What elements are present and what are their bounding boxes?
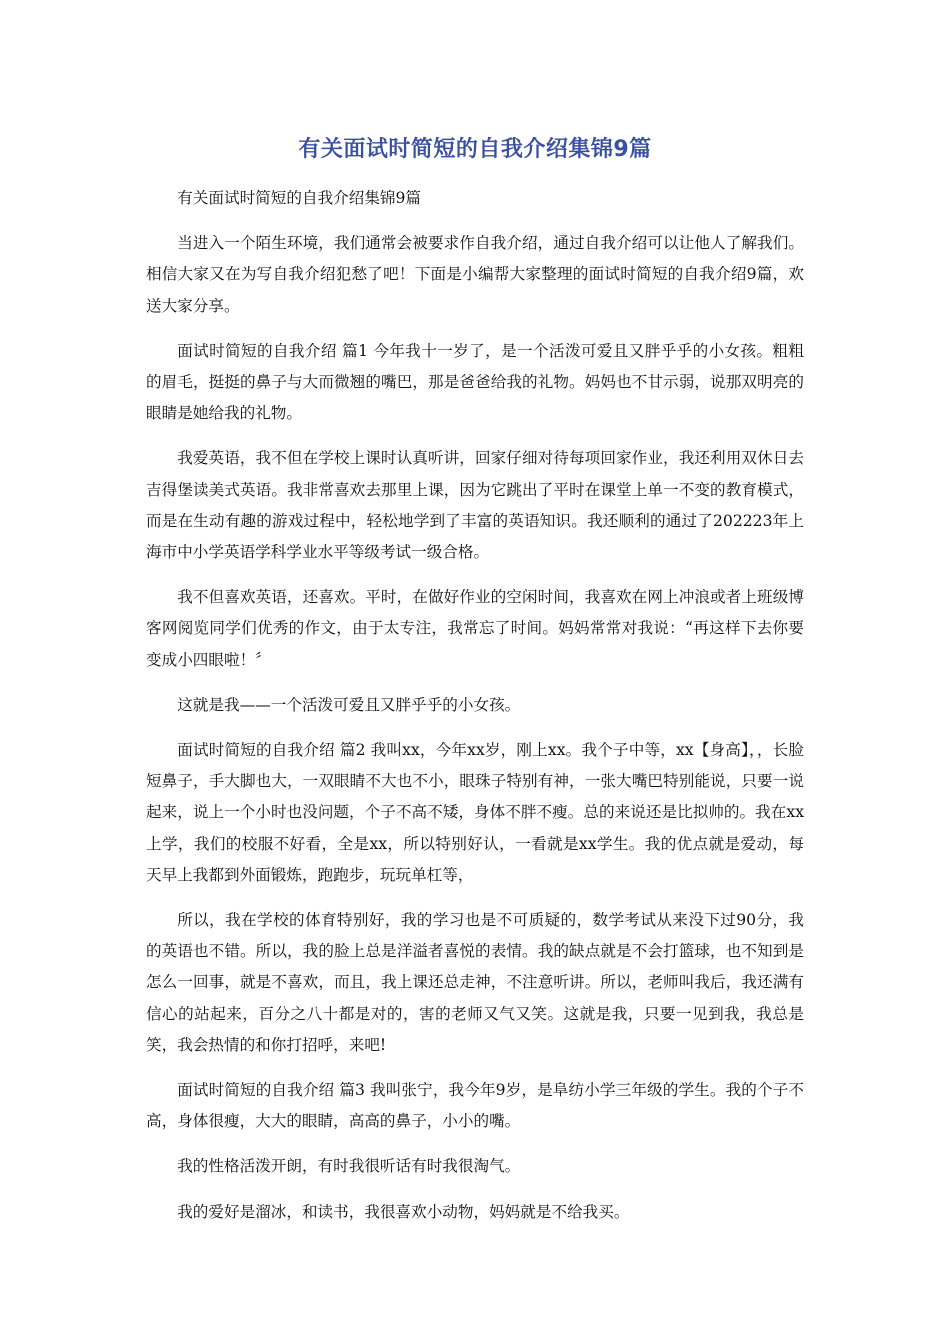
paragraph: 面试时简短的自我介绍 篇1 今年我十一岁了，是一个活泼可爱且又胖乎乎的小女孩。粗粗的眉毛，挺挺的鼻子与大而微翘的嘴巴，那是爸爸给我的礼物。妈妈也不甘示弱，说那双明亮的眼睛是她给我的礼物。 (146, 341, 804, 423)
paragraph: 我的爱好是溜冰，和读书，我很喜欢小动物，妈妈就是不给我买。 (177, 1202, 630, 1221)
document-title: 有关面试时简短的自我介绍集锦9篇 (298, 137, 652, 162)
paragraph: 我爱英语，我不但在学校上课时认真听讲，回家仔细对待每项回家作业，我还利用双休日去吉得堡读美式英语。我非常喜欢去那里上课，因为它跳出了平时在课堂上单一不变的教育模式，而是在生动有趣的游戏过程中，轻松地学到了丰富的英语知识。我还顺利的通过了202223年上海市中小学英语学科学业水平等级考试一级合格。 (146, 449, 804, 562)
paragraph: 当进入一个陌生环境，我们通常会被要求作自我介绍，通过自我介绍可以让他人了解我们。相信大家又在为写自我介绍犯愁了吧！下面是小编帮大家整理的面试时简短的自我介绍9篇，欢送大家分享。 (146, 234, 804, 315)
paragraph: 有关面试时简短的自我介绍集锦9篇 (177, 189, 422, 207)
paragraph: 我不但喜欢英语，还喜欢。平时，在做好作业的空闲时间，我喜欢在网上冲浪或者上班级博客网阅览同学们优秀的作文，由于太专注，我常忘了时间。妈妈常常对我说：“再这样下去你要变成小四眼啦！〞 (146, 588, 804, 669)
paragraph: 面试时简短的自我介绍 篇2 我叫xx，今年xx岁，刚上xx。我个子中等，xx【身高】，，长脸短鼻子，手大脚也大，一双眼睛不大也不小，眼珠子特别有神，一张大嘴巴特别能说，只要一说起来，说上一个小时也没问题，个子不高不矮，身体不胖不瘦。总的来说还是比拟帅的。我在xx上学，我们的校服不好看，全是xx，所以特别好认，一看就是xx学生。我的优点就是爱动，每天早上我都到外面锻炼，跑跑步，玩玩单杠等， (146, 741, 804, 884)
paragraph: 面试时简短的自我介绍 篇3 我叫张宁，我今年9岁，是阜纺小学三年级的学生。我的个子不高，身体很瘦，大大的眼睛，高高的鼻子，小小的嘴。 (146, 1081, 804, 1131)
paragraph: 所以，我在学校的体育特别好，我的学习也是不可质疑的，数学考试从来没下过90分，我的英语也不错。所以，我的脸上总是洋溢者喜悦的表情。我的缺点就是不会打篮球，也不知到是怎么一回事，就是不喜欢，而且，我上课还总走神，不注意听讲。所以，老师叫我后，我还满有信心的站起来，百分之八十都是对的，害的老师又气又笑。这就是我，只要一见到我，我总是笑，我会热情的和你打招呼，来吧! (146, 911, 804, 1054)
paragraph: 这就是我——一个活泼可爱且又胖乎乎的小女孩。 (177, 695, 521, 714)
paragraph: 我的性格活泼开朗，有时我很听话有时我很淘气。 (177, 1157, 521, 1176)
document-body (146, 183, 804, 1242)
